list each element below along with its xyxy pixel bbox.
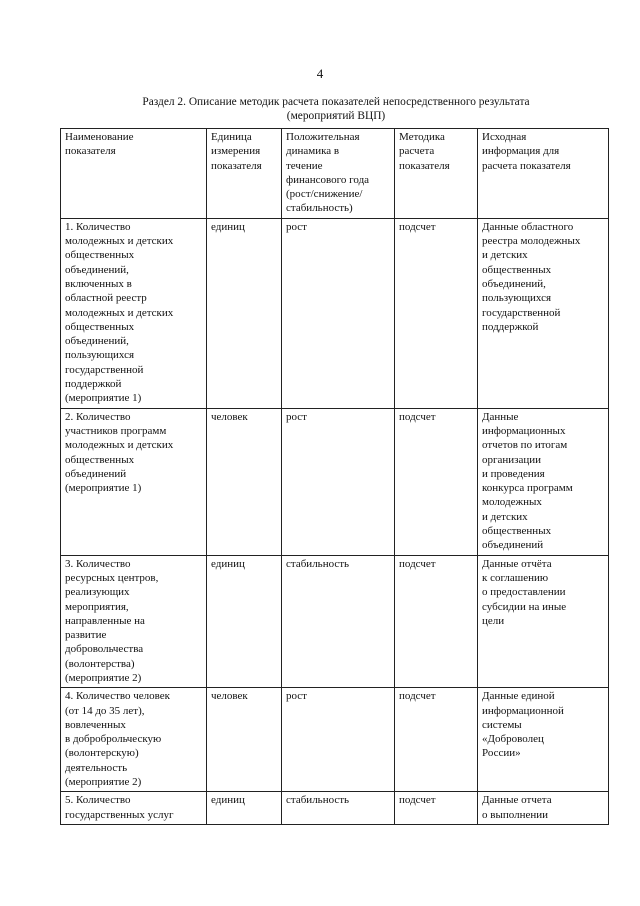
table-row xyxy=(61,792,609,825)
header-dynamics: Положительная динамика в течение финансового года (рост/снижение/ стабильность) xyxy=(282,129,395,219)
header-method: Методика расчета показателя xyxy=(395,129,478,219)
cell-source: Данные областного реестра молодежных и детских общественных объединений, пользующихся государственной поддержкой xyxy=(478,218,609,408)
table-row xyxy=(61,688,609,792)
cell-unit: единиц xyxy=(207,792,282,825)
cell-indicator-name: 2. Количество участников программ молодежных и детских общественных объединений (мероприятие 1) xyxy=(61,408,207,555)
cell-unit: человек xyxy=(207,408,282,555)
cell-source: Данные единой информационной системы «Доброволец России» xyxy=(478,688,609,792)
cell-indicator-name: 3. Количество ресурсных центров, реализующих мероприятия, направленные на развитие добровольчества (волонтерства) (мероприятие 2) xyxy=(61,555,207,688)
cell-method: подсчет xyxy=(395,555,478,688)
cell-unit: человек xyxy=(207,688,282,792)
table-header-row xyxy=(61,129,609,219)
cell-method: подсчет xyxy=(395,218,478,408)
table-row xyxy=(61,555,609,688)
header-source: Исходная информация для расчета показателя xyxy=(478,129,609,219)
cell-source: Данные информационных отчетов по итогам организации и проведения конкурса программ молодежных и детских общественных объединений xyxy=(478,408,609,555)
cell-source: Данные отчета о выполнении xyxy=(478,792,609,825)
cell-indicator-name: 5. Количество государственных услуг xyxy=(61,792,207,825)
cell-dynamics: рост xyxy=(282,218,395,408)
cell-method: подсчет xyxy=(395,688,478,792)
indicators-table xyxy=(60,128,609,825)
table-row xyxy=(61,218,609,408)
page-number: 4 xyxy=(316,66,324,81)
cell-indicator-name: 1. Количество молодежных и детских общественных объединений, включенных в областной реестр молодежных и детских общественных объединений, пользующихся государственной поддержкой (мероприятие 1) xyxy=(61,218,207,408)
cell-method: подсчет xyxy=(395,408,478,555)
cell-indicator-name: 4. Количество человек (от 14 до 35 лет), вовлеченных в доброброльческую (волонтерскую) деятельность (мероприятие 2) xyxy=(61,688,207,792)
section-title-line-1: Раздел 2. Описание методик расчета показателей непосредственного результата xyxy=(142,96,530,108)
cell-dynamics: рост xyxy=(282,688,395,792)
cell-method: подсчет xyxy=(395,792,478,825)
header-indicator-name: Наименование показателя xyxy=(61,129,207,219)
cell-source: Данные отчёта к соглашению о предоставлении субсидии на иные цели xyxy=(478,555,609,688)
cell-dynamics: стабильность xyxy=(282,555,395,688)
cell-dynamics: рост xyxy=(282,408,395,555)
cell-dynamics: стабильность xyxy=(282,792,395,825)
cell-unit: единиц xyxy=(207,555,282,688)
section-title-line-2: (мероприятий ВЦП) xyxy=(286,110,386,122)
cell-unit: единиц xyxy=(207,218,282,408)
table-row xyxy=(61,408,609,555)
header-unit: Единица измерения показателя xyxy=(207,129,282,219)
